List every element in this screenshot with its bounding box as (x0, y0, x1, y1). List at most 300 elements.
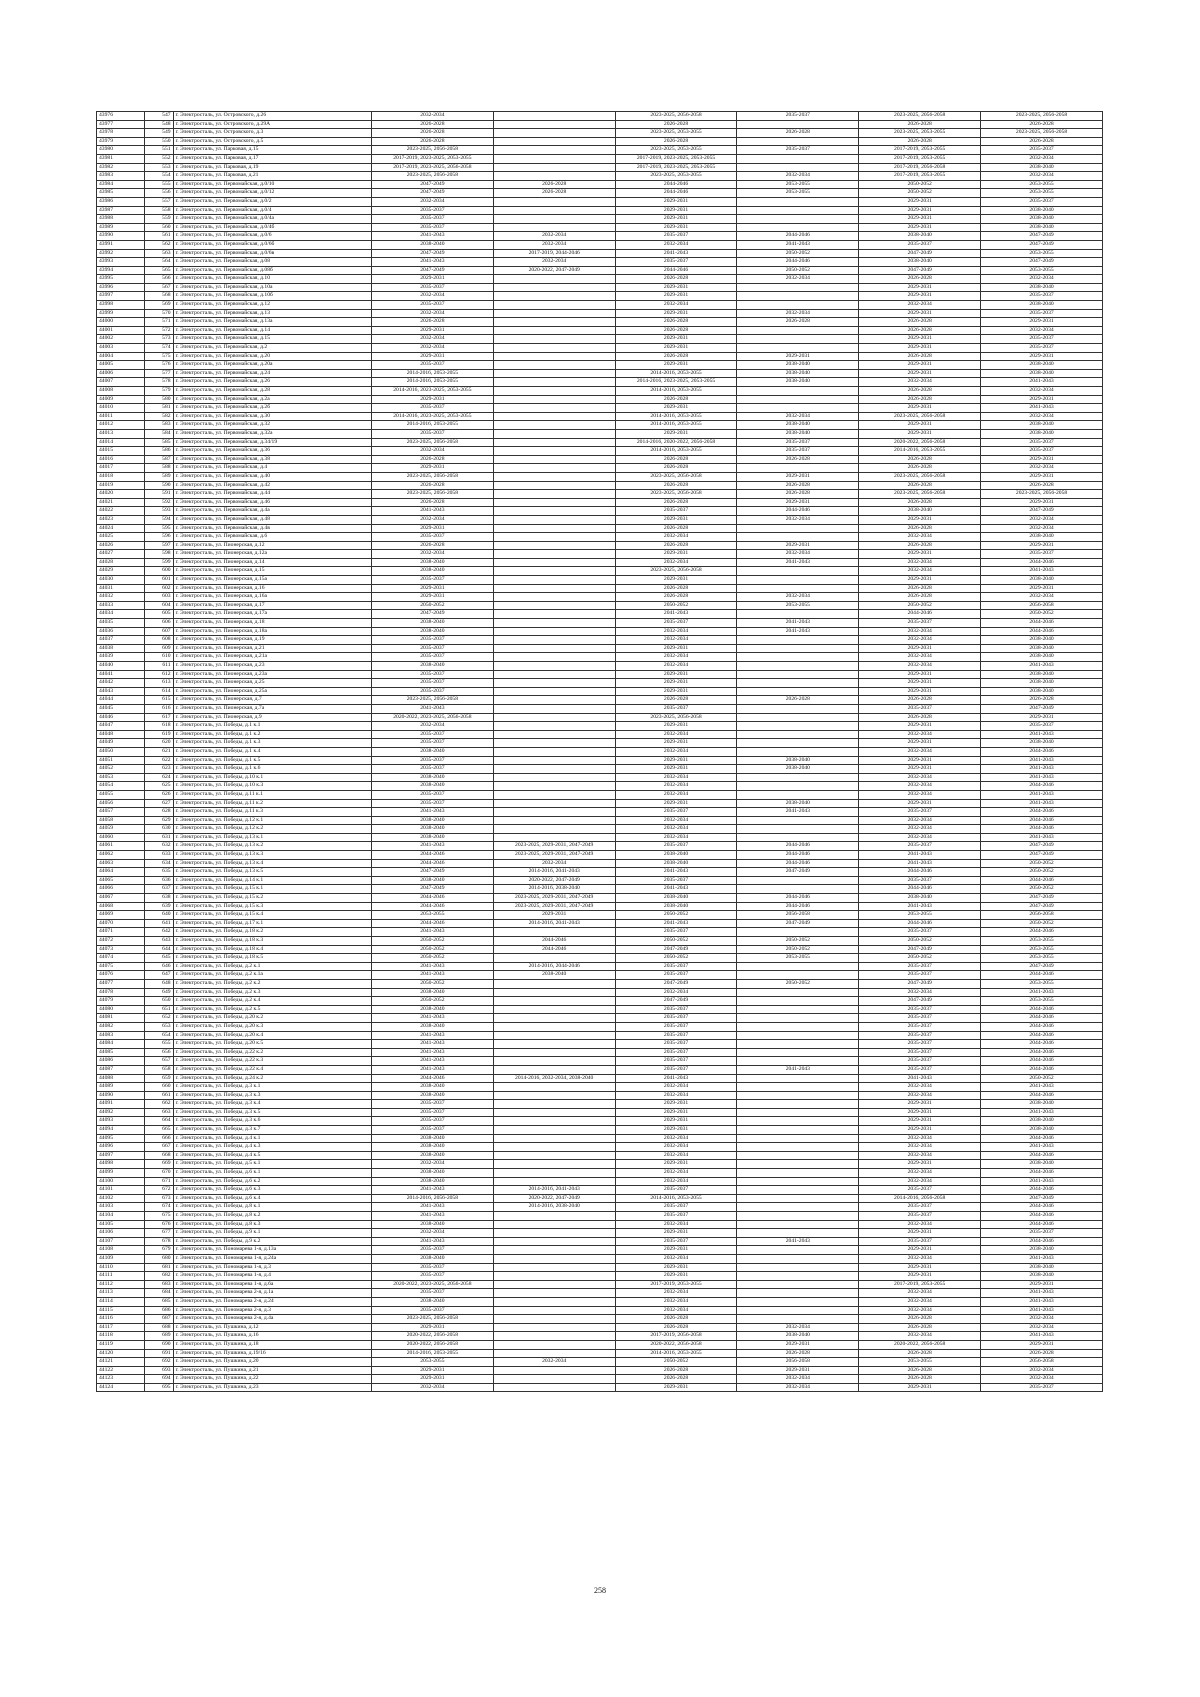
address-cell: г. Электросталь, ул. Победы, д.1 к.6 (173, 765, 371, 774)
period-cell (493, 1108, 615, 1117)
address-cell: г. Электросталь, ул. Победы, д.3 к.5 (173, 1108, 371, 1117)
period-cell (737, 120, 859, 129)
period-cell (493, 1083, 615, 1092)
period-cell: 2026-2028 (737, 455, 859, 464)
period-cell: 2026-2028 (615, 137, 737, 146)
row-number-cell: 565 (144, 266, 173, 275)
period-cell (737, 1134, 859, 1143)
period-cell: 2032-2034 (981, 1315, 1103, 1324)
table-row (97, 567, 1103, 576)
row-id-cell: 44048 (97, 730, 145, 739)
period-cell: 2044-2046 (371, 919, 493, 928)
row-number-cell: 625 (144, 782, 173, 791)
period-cell: 2014-2016, 2053-2055 (859, 447, 981, 456)
row-id-cell: 44117 (97, 1323, 145, 1332)
period-cell: 2038-2040 (371, 558, 493, 567)
period-cell: 2029-2031 (371, 584, 493, 593)
row-id-cell: 44073 (97, 945, 145, 954)
period-cell: 2023-2025, 2029-2031, 2047-2049 (493, 842, 615, 851)
row-number-cell: 598 (144, 550, 173, 559)
period-cell: 2023-2025, 2053-2055 (615, 146, 737, 155)
address-cell: г. Электросталь, ул. Островского, д.29А (173, 120, 371, 129)
period-cell: 2044-2046 (981, 816, 1103, 825)
period-cell: 2029-2031 (615, 515, 737, 524)
period-cell: 2035-2037 (371, 1263, 493, 1272)
table-row (97, 1254, 1103, 1263)
row-number-cell: 692 (144, 1358, 173, 1367)
period-cell (493, 687, 615, 696)
period-cell: 2041-2043 (371, 1057, 493, 1066)
row-number-cell: 578 (144, 378, 173, 387)
table-row (97, 730, 1103, 739)
period-cell: 2047-2049 (981, 258, 1103, 267)
period-cell: 2032-2034 (493, 240, 615, 249)
period-cell: 2017-2019, 2023-2025, 2053-2055 (615, 154, 737, 163)
address-cell: г. Электросталь, ул. Островского, д.26 (173, 112, 371, 121)
period-cell: 2017-2019, 2053-2055 (859, 146, 981, 155)
period-cell: 2038-2040 (371, 825, 493, 834)
row-id-cell: 43988 (97, 215, 145, 224)
row-id-cell: 43984 (97, 180, 145, 189)
period-cell: 2026-2028 (859, 1366, 981, 1375)
period-cell: 2035-2037 (371, 1289, 493, 1298)
period-cell: 2026-2028 (737, 696, 859, 705)
period-cell: 2038-2040 (371, 1220, 493, 1229)
period-cell: 2044-2046 (981, 558, 1103, 567)
row-number-cell: 683 (144, 1280, 173, 1289)
period-cell: 2038-2040 (981, 1246, 1103, 1255)
row-id-cell: 44039 (97, 653, 145, 662)
table-row (97, 1383, 1103, 1392)
period-cell: 2032-2034 (371, 1160, 493, 1169)
table-row (97, 1358, 1103, 1367)
period-cell: 2017-2019, 2023-2025, 2053-2055 (371, 154, 493, 163)
period-cell: 2038-2040 (981, 369, 1103, 378)
row-number-cell: 613 (144, 679, 173, 688)
period-cell: 2032-2034 (371, 722, 493, 731)
period-cell: 2029-2031 (981, 541, 1103, 550)
row-id-cell: 44045 (97, 704, 145, 713)
period-cell: 2035-2037 (371, 765, 493, 774)
row-id-cell: 44047 (97, 722, 145, 731)
period-cell (737, 533, 859, 542)
period-cell (493, 490, 615, 499)
period-cell: 2035-2037 (859, 240, 981, 249)
row-number-cell: 577 (144, 369, 173, 378)
period-cell: 2029-2031 (615, 223, 737, 232)
period-cell (493, 679, 615, 688)
period-cell: 2023-2025, 2056-2058 (615, 490, 737, 499)
period-cell (493, 713, 615, 722)
period-cell: 2032-2034 (859, 988, 981, 997)
period-cell: 2032-2034 (981, 524, 1103, 533)
period-cell (737, 713, 859, 722)
period-cell: 2032-2034 (371, 550, 493, 559)
period-cell: 2044-2046 (859, 885, 981, 894)
period-cell (493, 954, 615, 963)
period-cell: 2032-2034 (859, 662, 981, 671)
period-cell: 2035-2037 (371, 215, 493, 224)
period-cell: 2038-2040 (371, 1134, 493, 1143)
period-cell: 2035-2037 (615, 1057, 737, 1066)
period-cell: 2035-2037 (371, 223, 493, 232)
row-id-cell: 44123 (97, 1375, 145, 1384)
period-cell: 2029-2031 (615, 206, 737, 215)
period-cell: 2032-2034 (615, 653, 737, 662)
period-cell: 2038-2040 (371, 773, 493, 782)
row-number-cell: 557 (144, 197, 173, 206)
row-id-cell: 44005 (97, 361, 145, 370)
period-cell: 2035-2037 (737, 447, 859, 456)
period-cell: 2035-2037 (615, 1186, 737, 1195)
address-cell: г. Электросталь, ул. Победы, д.18 к.3 (173, 937, 371, 946)
period-cell: 2026-2028 (371, 455, 493, 464)
table-row (97, 988, 1103, 997)
row-number-cell: 634 (144, 859, 173, 868)
period-cell: 2026-2028 (859, 481, 981, 490)
period-cell: 2053-2055 (981, 189, 1103, 198)
address-cell: г. Электросталь, ул. Победы, д.4 к.1 (173, 1134, 371, 1143)
period-cell: 2041-2043 (615, 249, 737, 258)
period-cell: 2032-2034 (859, 730, 981, 739)
period-cell: 2047-2049 (981, 902, 1103, 911)
period-cell: 2032-2034 (859, 558, 981, 567)
period-cell: 2038-2040 (371, 1169, 493, 1178)
period-cell: 2041-2043 (981, 662, 1103, 671)
period-cell: 2041-2043 (981, 1297, 1103, 1306)
address-cell: г. Электросталь, ул. Парковая, д.17 (173, 154, 371, 163)
period-cell (737, 326, 859, 335)
row-id-cell: 44013 (97, 429, 145, 438)
period-cell: 2029-2031 (371, 464, 493, 473)
period-cell: 2029-2031 (615, 1246, 737, 1255)
period-cell (493, 1143, 615, 1152)
period-cell: 2041-2043 (371, 232, 493, 241)
address-cell: г. Электросталь, ул. Победы, д.3 к.7 (173, 1126, 371, 1135)
period-cell: 2038-2040 (981, 687, 1103, 696)
period-cell (737, 1220, 859, 1229)
period-cell (493, 653, 615, 662)
period-cell (493, 799, 615, 808)
table-row (97, 1237, 1103, 1246)
period-cell: 2044-2046 (615, 180, 737, 189)
row-id-cell: 44052 (97, 765, 145, 774)
row-number-cell: 681 (144, 1263, 173, 1272)
table-row (97, 249, 1103, 258)
table-row (97, 1263, 1103, 1272)
period-cell: 2053-2055 (737, 601, 859, 610)
period-cell: 2047-2049 (371, 266, 493, 275)
address-cell: г. Электросталь, ул. Победы, д.18 к.5 (173, 954, 371, 963)
row-number-cell: 556 (144, 189, 173, 198)
period-cell: 2032-2034 (615, 730, 737, 739)
period-cell: 2029-2031 (371, 275, 493, 284)
period-cell: 2029-2031 (493, 911, 615, 920)
period-cell: 2035-2037 (981, 292, 1103, 301)
row-number-cell: 658 (144, 1065, 173, 1074)
address-cell: г. Электросталь, ул. Победы, д.3 к.6 (173, 1117, 371, 1126)
period-cell: 2053-2055 (371, 1358, 493, 1367)
period-cell: 2047-2049 (371, 885, 493, 894)
address-cell: г. Электросталь, ул. Победы, д.22 к.2 (173, 1048, 371, 1057)
period-cell: 2035-2037 (615, 507, 737, 516)
period-cell: 2050-2052 (737, 937, 859, 946)
period-cell: 2035-2037 (859, 1065, 981, 1074)
row-number-cell: 561 (144, 232, 173, 241)
period-cell: 2044-2046 (981, 627, 1103, 636)
row-number-cell: 552 (144, 154, 173, 163)
period-cell: 2050-2052 (371, 997, 493, 1006)
row-number-cell: 657 (144, 1057, 173, 1066)
row-id-cell: 44097 (97, 1151, 145, 1160)
period-cell: 2038-2040 (615, 851, 737, 860)
period-cell: 2032-2034 (615, 1289, 737, 1298)
period-cell (737, 833, 859, 842)
period-cell: 2029-2031 (615, 1229, 737, 1238)
period-cell: 2035-2037 (615, 808, 737, 817)
row-id-cell: 44029 (97, 567, 145, 576)
period-cell: 2044-2046 (859, 868, 981, 877)
row-id-cell: 44059 (97, 825, 145, 834)
period-cell (737, 704, 859, 713)
period-cell: 2035-2037 (371, 1272, 493, 1281)
row-id-cell: 44006 (97, 369, 145, 378)
period-cell (737, 885, 859, 894)
period-cell: 2029-2031 (859, 361, 981, 370)
period-cell: 2026-2028 (615, 584, 737, 593)
table-row (97, 1186, 1103, 1195)
period-cell: 2038-2040 (981, 1117, 1103, 1126)
period-cell: 2050-2052 (615, 937, 737, 946)
row-id-cell: 44087 (97, 1065, 145, 1074)
period-cell: 2032-2034 (859, 1083, 981, 1092)
period-cell: 2017-2019, 2056-2058 (615, 1332, 737, 1341)
period-cell: 2041-2043 (371, 507, 493, 516)
period-cell: 2026-2028 (615, 395, 737, 404)
address-cell: г. Электросталь, ул. Победы, д.18 к.4 (173, 945, 371, 954)
period-cell (493, 455, 615, 464)
row-number-cell: 548 (144, 120, 173, 129)
row-id-cell: 43990 (97, 232, 145, 241)
period-cell: 2044-2046 (737, 851, 859, 860)
period-cell: 2044-2046 (493, 937, 615, 946)
period-cell (737, 1194, 859, 1203)
period-cell: 2047-2049 (371, 180, 493, 189)
period-cell: 2026-2028 (615, 1366, 737, 1375)
address-cell: г. Электросталь, ул. Пономарева 1-я, д.24а (173, 1254, 371, 1263)
period-cell (493, 1005, 615, 1014)
period-cell: 2032-2034 (615, 1220, 737, 1229)
period-cell: 2050-2052 (615, 911, 737, 920)
table-row (97, 739, 1103, 748)
period-cell (493, 696, 615, 705)
period-cell: 2032-2034 (859, 1297, 981, 1306)
table-row (97, 885, 1103, 894)
period-cell: 2038-2040 (859, 258, 981, 267)
row-number-cell: 660 (144, 1083, 173, 1092)
period-cell: 2032-2034 (615, 773, 737, 782)
row-id-cell: 44009 (97, 395, 145, 404)
row-id-cell: 44124 (97, 1383, 145, 1392)
period-cell: 2044-2046 (981, 1057, 1103, 1066)
row-id-cell: 44094 (97, 1126, 145, 1135)
period-cell: 2047-2049 (981, 962, 1103, 971)
period-cell: 2026-2028 (371, 318, 493, 327)
period-cell: 2044-2046 (981, 1005, 1103, 1014)
period-cell: 2032-2034 (859, 1254, 981, 1263)
row-number-cell: 569 (144, 301, 173, 310)
period-cell: 2041-2043 (737, 1237, 859, 1246)
address-cell: г. Электросталь, ул. Первомайская, д.0/12 (173, 189, 371, 198)
period-cell: 2026-2028 (615, 275, 737, 284)
row-number-cell: 601 (144, 576, 173, 585)
table-row (97, 576, 1103, 585)
period-cell: 2026-2028 (859, 524, 981, 533)
period-cell (737, 1057, 859, 1066)
period-cell: 2035-2037 (859, 1014, 981, 1023)
period-cell: 2026-2028 (737, 490, 859, 499)
period-cell: 2023-2025, 2056-2058 (981, 490, 1103, 499)
period-cell: 2035-2037 (615, 842, 737, 851)
period-cell: 2044-2046 (981, 1203, 1103, 1212)
period-cell (737, 1117, 859, 1126)
row-id-cell: 44051 (97, 756, 145, 765)
period-cell (493, 283, 615, 292)
row-id-cell: 43982 (97, 163, 145, 172)
period-cell: 2032-2034 (859, 1332, 981, 1341)
period-cell: 2038-2040 (859, 894, 981, 903)
period-cell: 2041-2043 (371, 1048, 493, 1057)
row-number-cell: 647 (144, 971, 173, 980)
period-cell (493, 739, 615, 748)
row-id-cell: 44082 (97, 1022, 145, 1031)
period-cell: 2038-2040 (981, 1272, 1103, 1281)
address-cell: г. Электросталь, ул. Пионерская, д.23а (173, 670, 371, 679)
period-cell: 2035-2037 (615, 1237, 737, 1246)
table-row (97, 619, 1103, 628)
period-cell: 2041-2043 (859, 902, 981, 911)
table-row (97, 833, 1103, 842)
row-number-cell: 600 (144, 567, 173, 576)
period-cell: 2026-2028 (493, 189, 615, 198)
period-cell: 2026-2028 (615, 464, 737, 473)
period-cell: 2026-2028 (737, 481, 859, 490)
period-cell: 2041-2043 (371, 808, 493, 817)
period-cell: 2035-2037 (981, 335, 1103, 344)
table-row (97, 180, 1103, 189)
table-row (97, 524, 1103, 533)
period-cell: 2029-2031 (615, 1160, 737, 1169)
period-cell: 2029-2031 (859, 515, 981, 524)
row-id-cell: 44081 (97, 1014, 145, 1023)
row-id-cell: 44084 (97, 1040, 145, 1049)
row-number-cell: 624 (144, 773, 173, 782)
period-cell: 2029-2031 (371, 1323, 493, 1332)
period-cell (493, 1254, 615, 1263)
period-cell: 2032-2034 (981, 515, 1103, 524)
address-cell: г. Электросталь, ул. Победы, д.1 к.3 (173, 739, 371, 748)
period-cell: 2035-2037 (371, 730, 493, 739)
period-cell: 2032-2034 (371, 344, 493, 353)
period-cell: 2038-2040 (371, 1151, 493, 1160)
row-id-cell: 44072 (97, 937, 145, 946)
period-cell: 2038-2040 (371, 619, 493, 628)
row-id-cell: 44074 (97, 954, 145, 963)
period-cell: 2026-2028 (371, 541, 493, 550)
period-cell: 2038-2040 (737, 369, 859, 378)
period-cell: 2050-2052 (371, 945, 493, 954)
period-cell: 2026-2028 (859, 1349, 981, 1358)
address-cell: г. Электросталь, ул. Островского, д.3 (173, 129, 371, 138)
table-row (97, 1272, 1103, 1281)
address-cell: г. Электросталь, ул. Пушкина, д.22 (173, 1375, 371, 1384)
period-cell (493, 1177, 615, 1186)
period-cell: 2047-2049 (981, 507, 1103, 516)
row-id-cell: 44053 (97, 773, 145, 782)
table-row (97, 490, 1103, 499)
address-cell: г. Электросталь, ул. Пушкина, д.16 (173, 1332, 371, 1341)
period-cell: 2026-2028 (981, 137, 1103, 146)
table-row (97, 240, 1103, 249)
period-cell: 2032-2034 (859, 1143, 981, 1152)
period-cell (493, 1272, 615, 1281)
period-cell: 2032-2034 (859, 1151, 981, 1160)
row-number-cell: 609 (144, 644, 173, 653)
period-cell: 2017-2019, 2023-2025, 2053-2055 (615, 163, 737, 172)
table-row (97, 1169, 1103, 1178)
row-number-cell: 579 (144, 387, 173, 396)
row-id-cell: 44067 (97, 894, 145, 903)
period-cell: 2032-2034 (981, 1366, 1103, 1375)
period-cell: 2014-2016, 2053-2055 (615, 421, 737, 430)
table-body (97, 112, 1103, 1392)
period-cell: 2032-2034 (615, 988, 737, 997)
period-cell (493, 576, 615, 585)
row-id-cell: 43977 (97, 120, 145, 129)
period-cell: 2026-2028 (859, 1315, 981, 1324)
row-number-cell: 618 (144, 722, 173, 731)
period-cell: 2026-2028 (859, 352, 981, 361)
period-cell: 2047-2049 (981, 704, 1103, 713)
address-cell: г. Электросталь, ул. Первомайская, д.0/4 (173, 206, 371, 215)
period-cell (737, 662, 859, 671)
period-cell (737, 1212, 859, 1221)
period-cell (493, 1237, 615, 1246)
period-cell: 2038-2040 (737, 378, 859, 387)
table-row (97, 1315, 1103, 1324)
period-cell: 2032-2034 (859, 1169, 981, 1178)
period-cell (493, 361, 615, 370)
table-row (97, 438, 1103, 447)
period-cell: 2032-2034 (615, 1091, 737, 1100)
address-cell: г. Электросталь, ул. Победы, д.10 к.1 (173, 773, 371, 782)
period-cell (737, 137, 859, 146)
row-number-cell: 576 (144, 361, 173, 370)
period-cell (493, 1160, 615, 1169)
row-id-cell: 43991 (97, 240, 145, 249)
row-id-cell: 44110 (97, 1263, 145, 1272)
address-cell: г. Электросталь, ул. Победы, д.11 к.2 (173, 799, 371, 808)
period-cell: 2029-2031 (615, 679, 737, 688)
period-cell: 2044-2046 (981, 1065, 1103, 1074)
period-cell: 2032-2034 (859, 1220, 981, 1229)
table-row (97, 1160, 1103, 1169)
row-number-cell: 594 (144, 515, 173, 524)
address-cell: г. Электросталь, ул. Первомайская, д.08б (173, 266, 371, 275)
period-cell (493, 550, 615, 559)
repair-schedule-table (96, 111, 1103, 1392)
period-cell: 2053-2055 (981, 266, 1103, 275)
